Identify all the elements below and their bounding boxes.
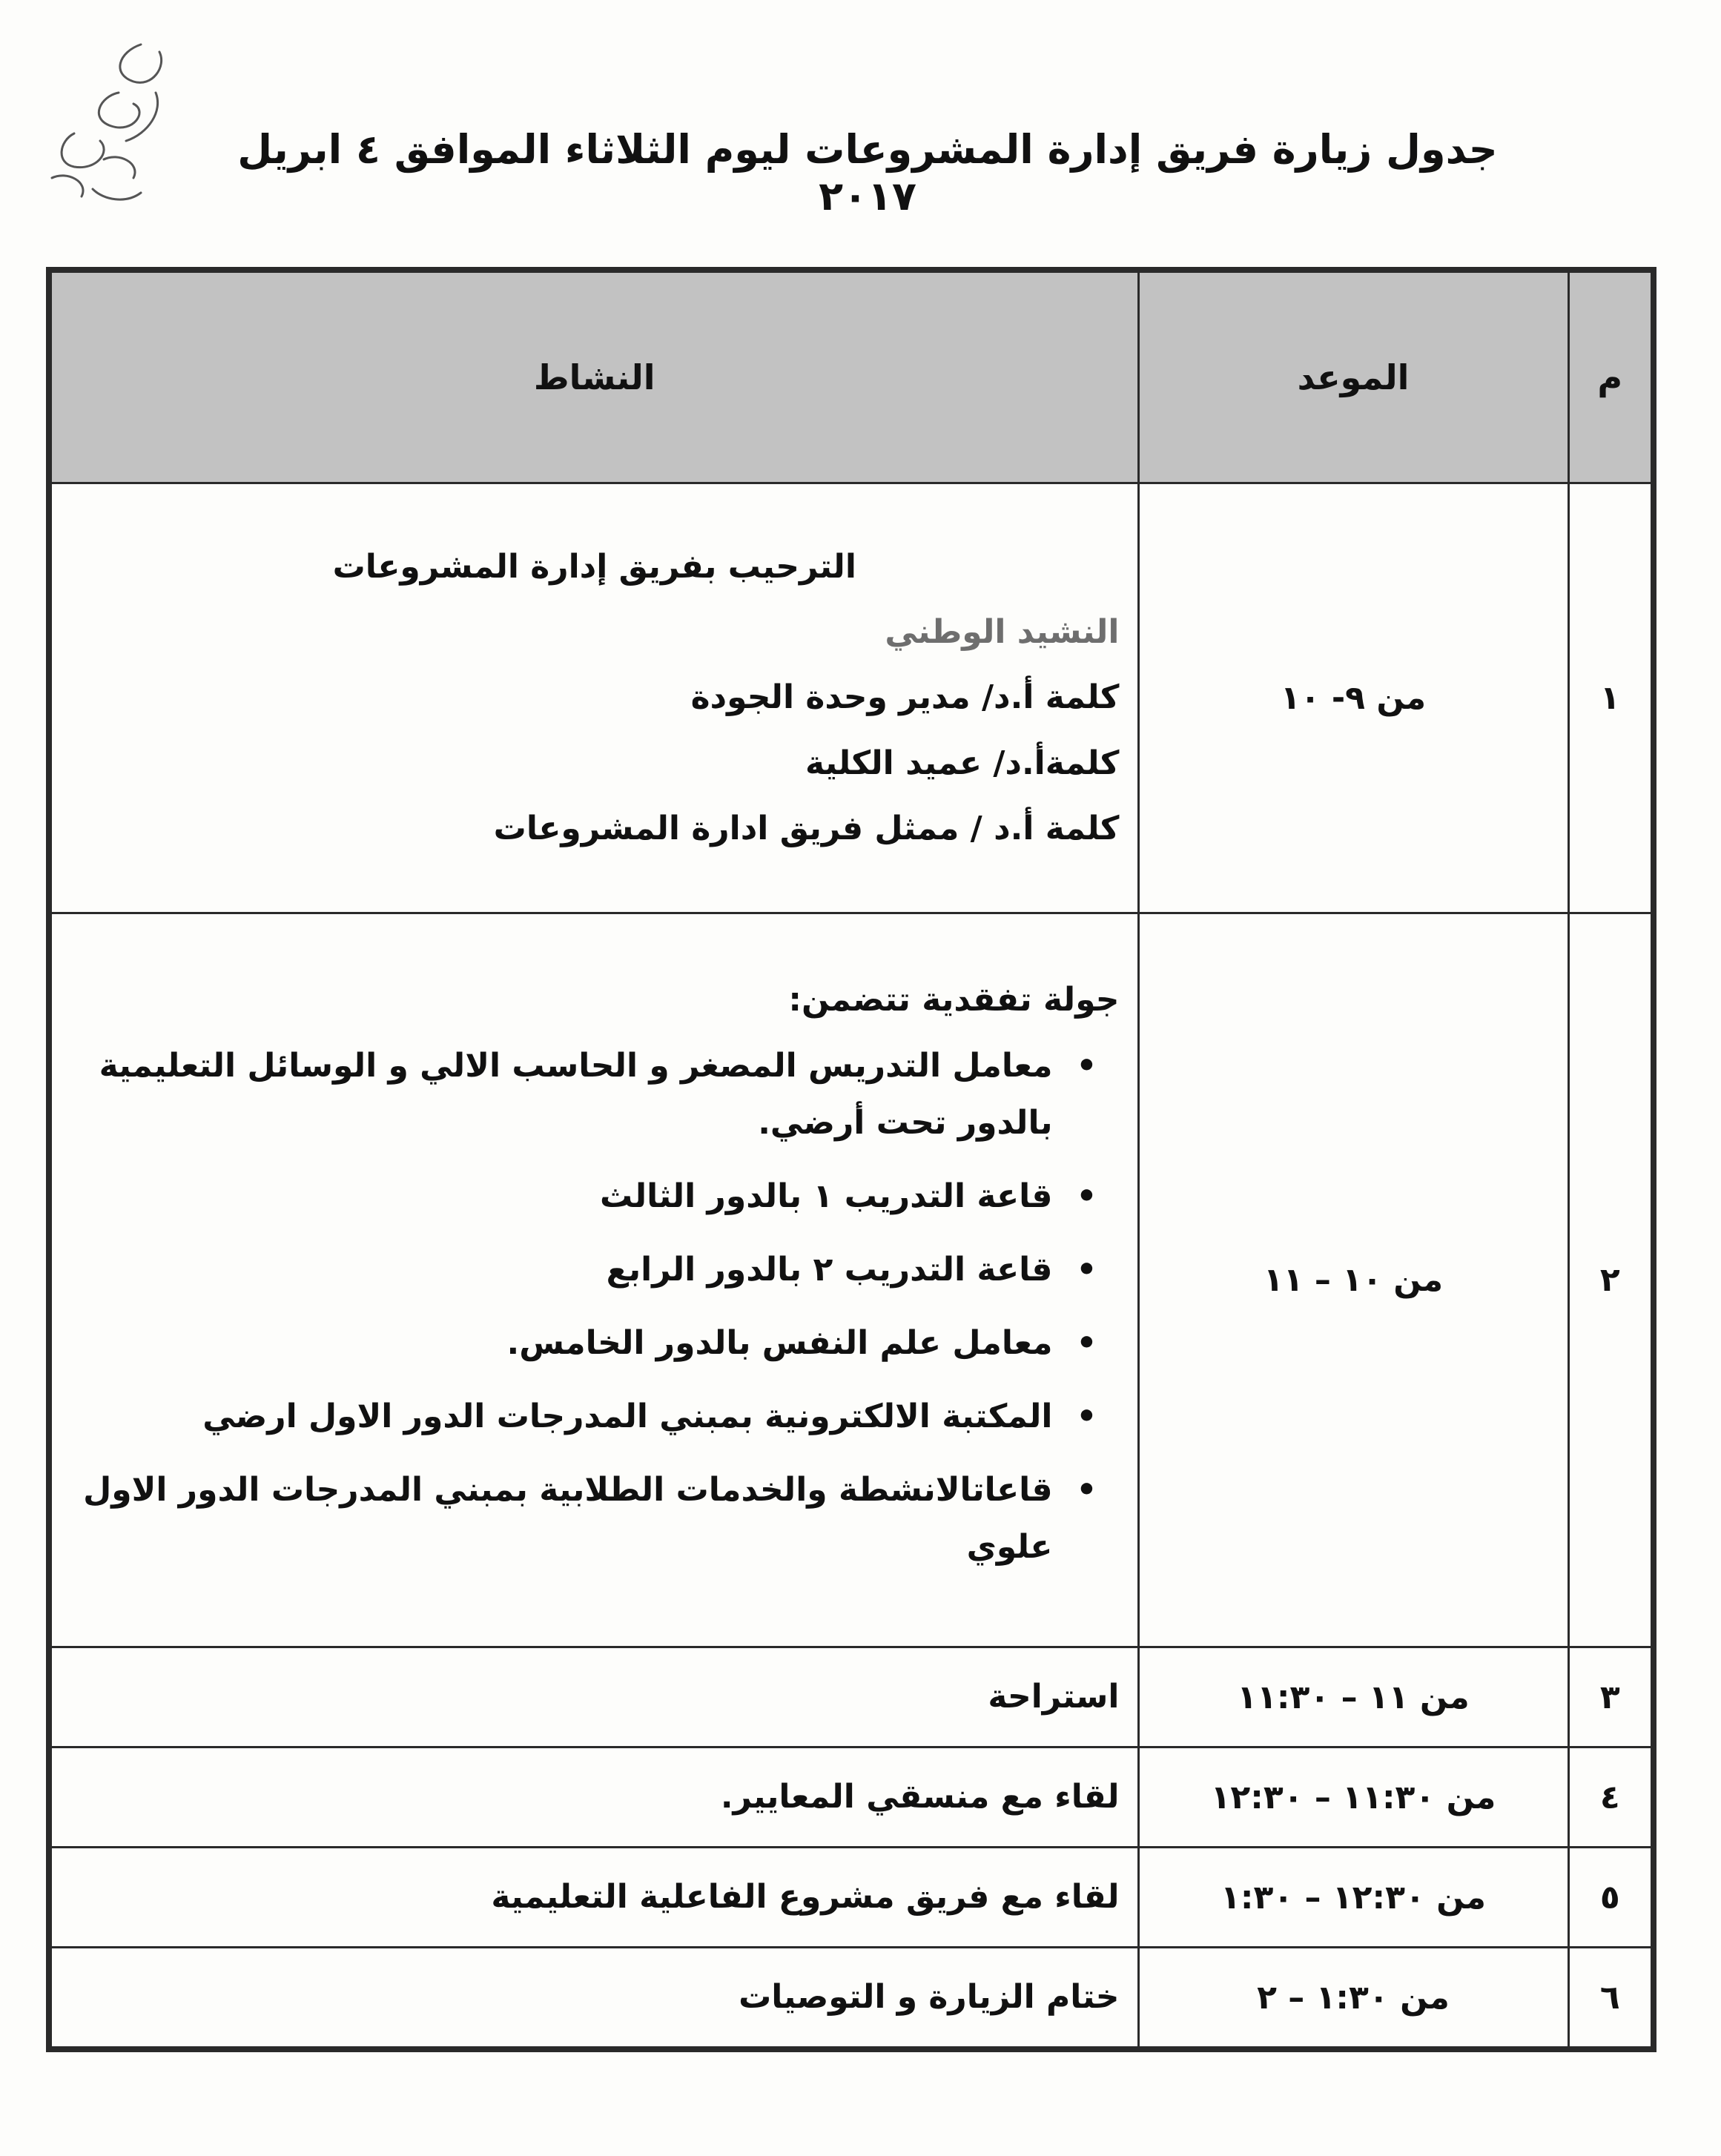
activity-line: كلمة أ.د/ مدير وحدة الجودة xyxy=(690,678,1120,717)
list-item xyxy=(70,1168,1097,1225)
row-time: من ١١ – ١١:٣٠ xyxy=(1138,1647,1568,1747)
tour-heading: جولة تفقدية تتضمن: xyxy=(788,981,1120,1019)
row-number: ٤ xyxy=(1568,1747,1654,1848)
row-activity: استراحة xyxy=(49,1647,1138,1747)
table-row xyxy=(49,483,1654,913)
bullet-icon: • xyxy=(1076,1470,1097,1509)
row-activity: لقاء مع فريق مشروع الفاعلية التعليمية xyxy=(49,1848,1138,1948)
row-activity: ختام الزيارة و التوصيات xyxy=(49,1948,1138,2050)
row-activity: لقاء مع منسقي المعايير. xyxy=(49,1747,1138,1848)
row-time: من ١٢:٣٠ – ١:٣٠ xyxy=(1138,1848,1568,1948)
schedule-table xyxy=(46,267,1656,2052)
row-time: من ١:٣٠ – ٢ xyxy=(1138,1948,1568,2050)
table-row xyxy=(49,1948,1654,2050)
bullet-icon: • xyxy=(1076,1397,1097,1435)
activity-line: كلمةأ.د/ عميد الكلية xyxy=(805,744,1120,782)
list-item xyxy=(70,1461,1097,1575)
row-time: من ١٠ – ١١ xyxy=(1138,913,1568,1647)
header-num: م xyxy=(1568,270,1654,483)
row-number: ٦ xyxy=(1568,1948,1654,2050)
activity-line: الترحيب بفريق إدارة المشروعات xyxy=(332,547,856,586)
row-number: ١ xyxy=(1568,483,1654,913)
list-item-text: قاعة التدريب ١ بالدور الثالث xyxy=(600,1177,1053,1215)
bullet-icon: • xyxy=(1076,1323,1097,1362)
table-row xyxy=(49,1747,1654,1848)
list-item xyxy=(70,1388,1097,1445)
row-time: من ١١:٣٠ – ١٢:٣٠ xyxy=(1138,1747,1568,1848)
header-time: الموعد xyxy=(1138,270,1568,483)
table-row xyxy=(49,1848,1654,1948)
row-number: ٥ xyxy=(1568,1848,1654,1948)
handwritten-signature xyxy=(30,22,185,215)
list-item-text: قاعاتالانشطة والخدمات الطلابية بمبني المدرجات الدور الاول علوي xyxy=(83,1470,1053,1566)
activity-line: كلمة أ.د / ممثل فريق ادارة المشروعات xyxy=(493,810,1120,848)
list-item-text: قاعة التدريب ٢ بالدور الرابع xyxy=(606,1250,1053,1289)
header-activity: النشاط xyxy=(49,270,1138,483)
list-item-text: المكتبة الالكترونية بمبني المدرجات الدور الاول ارضي xyxy=(202,1397,1053,1435)
row-number: ٢ xyxy=(1568,913,1654,1647)
table-header-row xyxy=(49,270,1654,483)
table-row xyxy=(49,913,1654,1647)
list-item xyxy=(70,1037,1097,1151)
activity-line: النشيد الوطني xyxy=(885,612,1120,651)
list-item xyxy=(70,1315,1097,1372)
bullet-icon: • xyxy=(1076,1250,1097,1289)
bullet-icon: • xyxy=(1076,1177,1097,1215)
row-activity xyxy=(49,483,1138,913)
tour-list xyxy=(70,1037,1120,1575)
table-row xyxy=(49,1647,1654,1747)
list-item-text: معامل التدريس المصغر و الحاسب الالي و الوسائل التعليمية بالدور تحت أرضي. xyxy=(99,1046,1053,1142)
bullet-icon: • xyxy=(1076,1046,1097,1085)
document-title: جدول زيارة فريق إدارة المشروعات ليوم الثلاثاء الموافق ٤ ابريل ٢٠١٧ xyxy=(237,126,1498,219)
row-time: من ٩- ١٠ xyxy=(1138,483,1568,913)
row-number: ٣ xyxy=(1568,1647,1654,1747)
row-activity xyxy=(49,913,1138,1647)
list-item xyxy=(70,1241,1097,1298)
list-item-text: معامل علم النفس بالدور الخامس. xyxy=(506,1323,1053,1362)
